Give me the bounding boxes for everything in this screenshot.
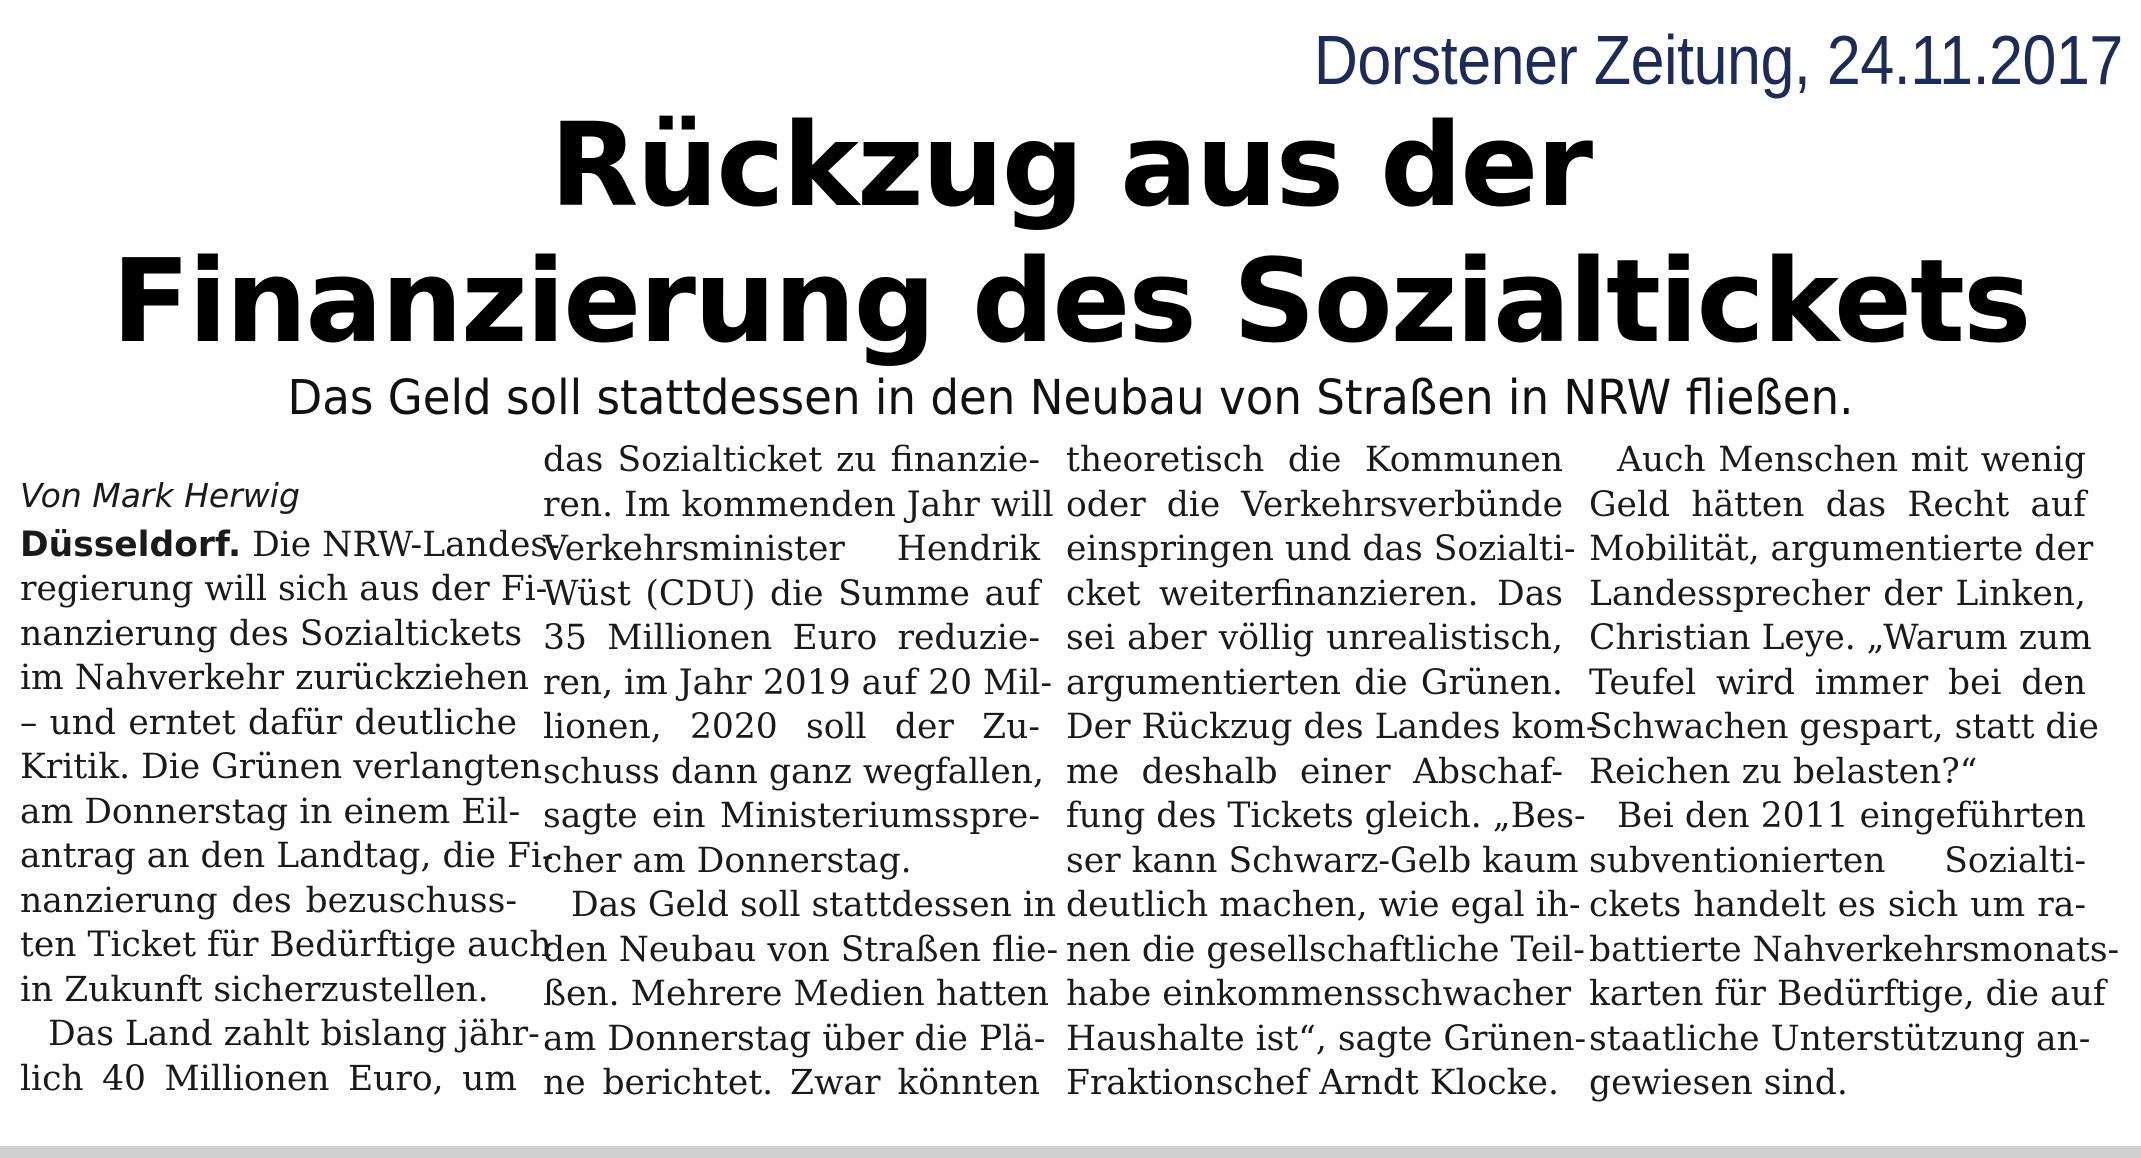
text-line: nanzierung des Sozialtickets bbox=[20, 613, 523, 654]
text-line: das Sozialticket zu finanzie- bbox=[543, 440, 1040, 480]
text-line: Mobilität, argumentierte der bbox=[1589, 529, 2094, 569]
paragraph-4 bbox=[543, 883, 1057, 928]
text-line: argumentierten die Grünen. bbox=[1066, 662, 1563, 703]
text-line: fung des Tickets gleich. „Bes- bbox=[1066, 796, 1586, 836]
paragraph-5 bbox=[1066, 438, 1598, 1106]
text-line: ren, im Jahr 2019 auf 20 Mil- bbox=[543, 662, 1053, 703]
text-line: cket weiterfinanzieren. Das bbox=[1066, 573, 1563, 614]
text-line: schuss dann ganz wegfallen, bbox=[543, 751, 1044, 792]
paragraph-3 bbox=[543, 438, 1054, 883]
text-line: sagte ein Ministeriumsspre- bbox=[543, 796, 1040, 836]
text-line: im Nahverkehr zurückziehen bbox=[20, 658, 529, 698]
headline bbox=[0, 98, 2141, 370]
text-line: regierung will sich aus der Fi- bbox=[20, 569, 548, 609]
paragraph-6-cont bbox=[1589, 483, 2099, 795]
text-line: Die NRW-Landes- bbox=[241, 524, 560, 565]
text-line: ßen. Mehrere Medien hatten bbox=[543, 974, 1049, 1014]
text-line: ckets handelt es sich um ra- bbox=[1589, 885, 2086, 925]
paragraph-7 bbox=[1589, 794, 2086, 839]
headline-line-1: Rückzug aus der bbox=[549, 99, 1592, 233]
text-line: me deshalb einer Abschaf- bbox=[1066, 751, 1563, 792]
bottom-divider bbox=[0, 1146, 2141, 1158]
headline-line-2: Finanzierung des Sozialtickets bbox=[111, 235, 2030, 369]
text-line: 35 Millionen Euro reduzie- bbox=[543, 618, 1040, 658]
text-line: karten für Bedürftige, die auf bbox=[1589, 974, 2106, 1014]
paragraph-6 bbox=[1589, 438, 2086, 483]
text-line: Verkehrsminister Hendrik bbox=[543, 529, 1040, 569]
column-2 bbox=[543, 438, 1059, 1106]
text-line: ser kann Schwarz-Gelb kaum bbox=[1066, 840, 1579, 881]
text-line: Das Land zahlt bislang jähr- bbox=[48, 1014, 540, 1054]
text-line: – und erntet dafür deutliche bbox=[20, 702, 517, 743]
text-line: den Neubau von Straßen flie- bbox=[543, 929, 1059, 970]
text-line: Bei den 2011 eingeführten bbox=[1617, 796, 2086, 836]
text-line: am Donnerstag in einem Eil- bbox=[20, 791, 521, 832]
text-line: sei aber völlig unrealistisch, bbox=[1066, 618, 1563, 658]
text-line: nen die gesellschaftliche Teil- bbox=[1066, 929, 1585, 970]
text-line: in Zukunft sicherzustellen. bbox=[20, 969, 489, 1010]
paragraph-7-cont bbox=[1589, 839, 2120, 1106]
byline: Von Mark Herwig bbox=[20, 476, 300, 515]
dateline: Düsseldorf. bbox=[20, 524, 242, 565]
paragraph-4-cont bbox=[543, 928, 1059, 1106]
text-line: theoretisch die Kommunen bbox=[1066, 440, 1563, 480]
article-body bbox=[0, 438, 2141, 1118]
text-line: am Donnerstag über die Plä- bbox=[543, 1018, 1046, 1059]
text-line: Kritik. Die Grünen verlangten bbox=[20, 747, 543, 787]
text-line: Das Geld soll stattdessen in bbox=[571, 885, 1057, 925]
column-3 bbox=[1066, 438, 1598, 1106]
column-4 bbox=[1589, 438, 2120, 1106]
text-line: lionen, 2020 soll der Zu- bbox=[543, 707, 1040, 747]
text-line: gewiesen sind. bbox=[1589, 1063, 1848, 1103]
text-line: Fraktionschef Arndt Klocke. bbox=[1066, 1063, 1559, 1103]
text-line: cher am Donnerstag. bbox=[543, 840, 912, 881]
text-line: oder die Verkehrsverbünde bbox=[1066, 484, 1563, 525]
text-line: Schwachen gespart, statt die bbox=[1589, 707, 2099, 747]
text-line: Teufel wird immer bei den bbox=[1589, 662, 2086, 703]
subheadline: Das Geld soll stattdessen in den Neubau von Straßen in NRW fließen. bbox=[287, 370, 1854, 426]
text-line: Haushalte ist“, sagte Grünen- bbox=[1066, 1018, 1587, 1059]
text-line: einspringen und das Sozialti- bbox=[1066, 529, 1576, 569]
text-line: subventionierten Sozialti- bbox=[1589, 840, 2086, 881]
text-line: staatliche Unterstützung an- bbox=[1589, 1018, 2091, 1059]
text-line: deutlich machen, wie egal ih- bbox=[1066, 885, 1581, 925]
paragraph-1 bbox=[20, 523, 560, 1013]
text-line: nanzierung des bezuschuss- bbox=[20, 880, 517, 921]
text-line: antrag an den Landtag, die Fi- bbox=[20, 836, 554, 876]
paragraph-2 bbox=[20, 1012, 540, 1057]
source-label: Dorstener Zeitung, 24.11.2017 bbox=[1314, 21, 2123, 99]
text-line: battierte Nahverkehrsmonats- bbox=[1589, 929, 2120, 970]
text-line: lich 40 Millionen Euro, um bbox=[20, 1058, 517, 1099]
text-line: ren. Im kommenden Jahr will bbox=[543, 484, 1054, 525]
text-line: Christian Leye. „Warum zum bbox=[1589, 618, 2092, 658]
text-line: habe einkommensschwacher bbox=[1066, 974, 1572, 1014]
paragraph-2-cont bbox=[20, 1057, 517, 1102]
text-line: ne berichtet. Zwar könnten bbox=[543, 1063, 1040, 1103]
text-line: Der Rückzug des Landes kom- bbox=[1066, 707, 1598, 747]
text-line: ten Ticket für Bedürftige auch bbox=[20, 925, 552, 965]
text-line: Geld hätten das Recht auf bbox=[1589, 484, 2086, 525]
text-line: Auch Menschen mit wenig bbox=[1617, 440, 2086, 480]
text-line: Landessprecher der Linken, bbox=[1589, 573, 2086, 614]
text-line: Reichen zu belasten?“ bbox=[1589, 751, 1978, 792]
column-1 bbox=[20, 438, 560, 1101]
text-line: Wüst (CDU) die Summe auf bbox=[543, 573, 1040, 614]
